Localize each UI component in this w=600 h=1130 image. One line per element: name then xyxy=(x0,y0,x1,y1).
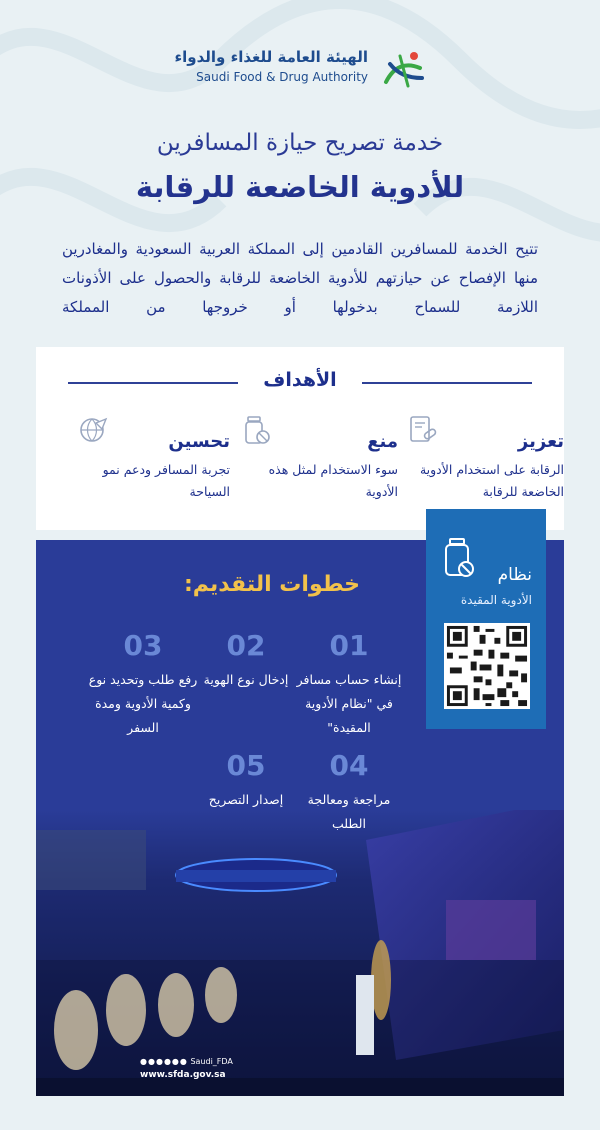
goal-text: الرقابة على استخدام الأدوية الخاضعة للرقابة xyxy=(419,462,564,499)
goals-header xyxy=(36,369,564,393)
step-number: 04 xyxy=(329,749,369,782)
step-item xyxy=(191,630,301,692)
title-line-1: خدمة تصريح حيازة المسافرين xyxy=(156,130,444,156)
title-line-2: للأدوية الخاضعة للرقابة xyxy=(135,170,465,204)
medicine-bottle-icon xyxy=(242,415,272,445)
goal-text: تجربة المسافر ودعم نمو السياحة xyxy=(102,462,230,499)
step-text: إنشاء حساب مسافر في "نظام الأدوية المقيدة" xyxy=(296,672,402,735)
system-title: نظام xyxy=(497,565,532,585)
goals-card xyxy=(36,347,564,530)
social-links[interactable] xyxy=(140,1057,233,1066)
step-text: مراجعة ومعالجة الطلب xyxy=(307,792,391,831)
event-photo xyxy=(36,810,564,1096)
goals-title: الأهداف xyxy=(263,369,337,391)
restricted-medicines-system-box[interactable] xyxy=(426,509,546,729)
qr-code[interactable] xyxy=(444,623,530,709)
website-link[interactable]: www.sfda.gov.sa xyxy=(140,1070,226,1080)
steps-title: خطوات التقديم: xyxy=(184,572,361,597)
social-media-icons: ●●●●●● xyxy=(140,1057,188,1066)
goal-text: سوء الاستخدام لمثل هذه الأدوية xyxy=(268,462,398,499)
step-number: 02 xyxy=(226,629,266,662)
sfda-logo[interactable] xyxy=(176,48,426,92)
goal-item-improve xyxy=(70,409,230,509)
goal-item-prevent xyxy=(238,409,398,509)
goal-item-enhance xyxy=(404,409,564,509)
step-text: رفع طلب وتحديد نوع وكمية الأدوية ومدة السفر xyxy=(88,672,198,735)
system-subtitle: الأدوية المقيدة xyxy=(460,593,532,607)
globe-plane-icon xyxy=(78,415,108,445)
prescription-icon xyxy=(408,415,438,445)
medicine-bottle-icon xyxy=(442,537,474,581)
logo-english-name: Saudi Food & Drug Authority xyxy=(196,70,368,84)
step-number: 01 xyxy=(329,629,369,662)
step-number: 05 xyxy=(226,749,266,782)
step-item xyxy=(88,630,198,740)
sfda-logo-mark-icon xyxy=(380,48,426,90)
logo-arabic-name: الهيئة العامة للغذاء والدواء xyxy=(174,48,368,66)
goal-title: تحسين xyxy=(168,431,230,452)
step-number: 03 xyxy=(123,629,163,662)
step-item xyxy=(294,750,404,836)
step-text: إدخال نوع الهوية xyxy=(203,672,289,687)
social-handle: Saudi_FDA xyxy=(190,1057,233,1066)
step-item xyxy=(294,630,404,740)
goal-title: منع xyxy=(367,431,398,452)
step-item xyxy=(191,750,301,812)
goal-title: تعزيز xyxy=(517,431,564,452)
step-text: إصدار التصريح xyxy=(208,792,284,807)
intro-paragraph: تتيح الخدمة للمسافرين القادمين إلى المملكة العربية السعودية والمغادرين منها الإفصاح عن حيازتهم للأدوية الخاضعة للرقابة والحصول على الأذونات اللازمة للسماح بدخولها أو خروجها من المملكة xyxy=(62,240,538,316)
